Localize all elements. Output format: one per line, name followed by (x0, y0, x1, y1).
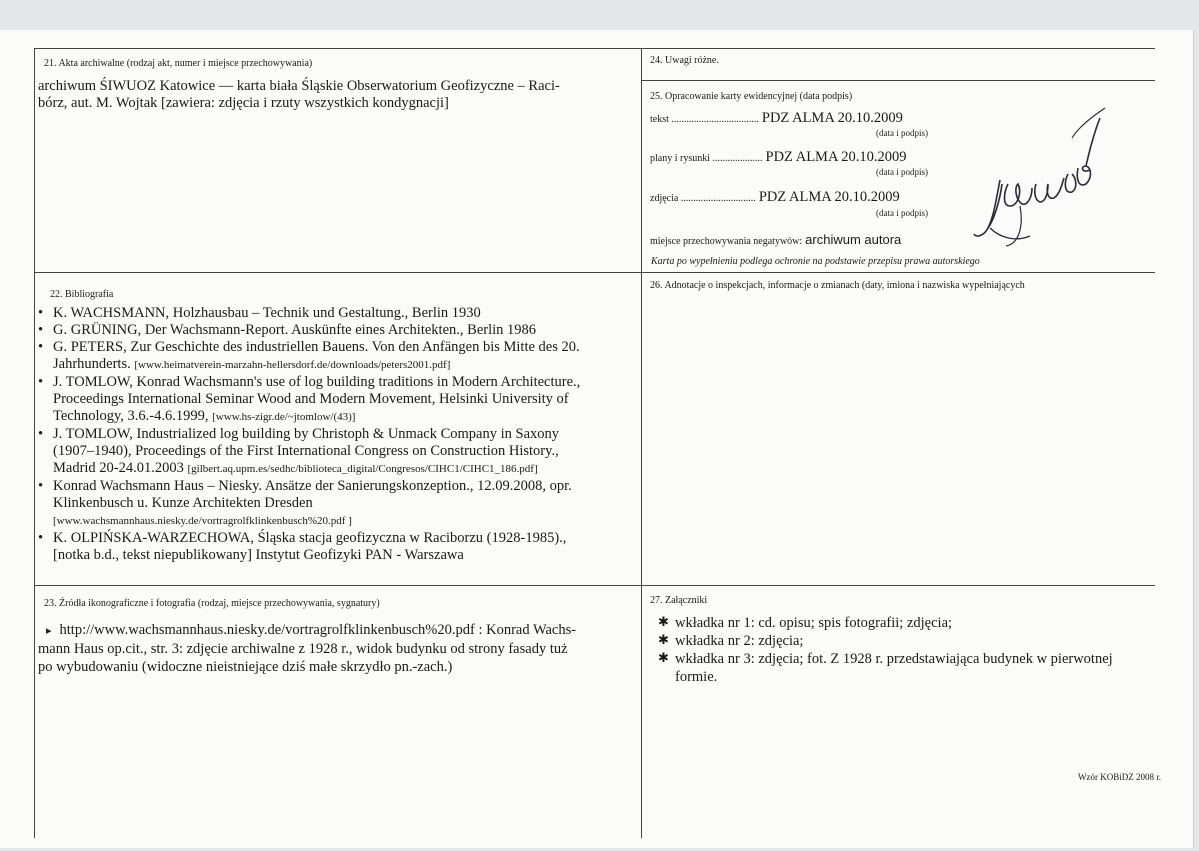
rule (34, 48, 1155, 49)
citation-text: Proceedings International Seminar Wood and Modern Movement, Helsinki University of (53, 391, 569, 407)
rule (34, 272, 1155, 273)
attachment-line: wkładka nr 2: zdjęcia; (675, 633, 804, 649)
attachment-line: wkładka nr 1: cd. opisu; spis fotografii; zdjęcia; (675, 615, 953, 631)
bibliography-list (38, 305, 638, 564)
bibliography-line (53, 374, 638, 391)
bibliography-line (53, 512, 638, 530)
bibliography-line (53, 460, 638, 478)
citation-text: Madrid 20-24.01.2003 (53, 460, 188, 476)
bibliography-line (53, 305, 638, 322)
field-note: (data i podpis) (876, 208, 928, 218)
section-24-heading: 24. Uwagi różne. (650, 55, 719, 66)
citation-text: K. WACHSMANN, Holzhausbau – Technik und Gestaltung., Berlin 1930 (53, 305, 481, 321)
citation-text: Technology, 3.6.-4.6.1999, (53, 408, 213, 424)
attachment-line: wkładka nr 3: zdjęcia; fot. Z 1928 r. przedstawiająca budynek w pierwotnej (675, 651, 1113, 667)
field-value: archiwum autora (805, 232, 902, 247)
rule (641, 48, 642, 838)
signature-image (960, 88, 1110, 248)
citation-url: [www.heimatverein-marzahn-hellersdorf.de/downloads/peters2001.pdf] (134, 359, 451, 371)
field-label: tekst ................................... (650, 114, 759, 125)
bibliography-line (53, 426, 638, 443)
field-label: miejsce przechowywania negatywów: (650, 236, 803, 247)
attachment-item (655, 650, 1175, 686)
citation-text: J. TOMLOW, Industrialized log building by Christoph & Unmack Company in Saxony (53, 426, 559, 442)
bibliography-line (53, 443, 638, 460)
bibliography-line (53, 547, 638, 564)
citation-url: [gilbert.aq.upm.es/sedhc/biblioteca_digital/Congresos/CIHC1/CIHC1_186.pdf] (187, 463, 538, 475)
bibliography-line (53, 530, 638, 547)
url-text: http://www.wachsmannhaus.niesky.de/vortragrolfklinkenbusch%20.pdf : Konrad Wachs- (59, 622, 577, 638)
citation-text: (1907–1940), Proceedings of the First International Congress on Construction History., (53, 443, 559, 459)
section-23-body (38, 621, 636, 676)
section-26-heading: 26. Adnotacje o inspekcjach, informacje o zmianach (daty, imiona i nazwiska wypełniających (650, 280, 1025, 291)
citation-text: G. GRÜNING, Der Wachsmann-Report. Auskünfte eines Architekten., Berlin 1986 (53, 322, 537, 338)
section-27-heading: 27. Załączniki (650, 595, 708, 606)
text-line: archiwum ŚIWUOZ Katowice — karta biała Śląskie Obserwatorium Geofizyczne – Raci- (38, 78, 560, 94)
field-tekst (650, 110, 903, 127)
attachment-item (655, 614, 1175, 632)
citation-text: J. TOMLOW, Konrad Wachsmann's use of log building traditions in Modern Architecture., (53, 374, 581, 390)
citation-url: [www.hs-zigr.de/~jtomlow/(43)] (212, 411, 356, 423)
bibliography-line (53, 408, 638, 426)
bibliography-item (38, 374, 638, 426)
citation-text: [notka b.d., tekst niepublikowany] Instytut Geofizyki PAN - Warszawa (53, 547, 464, 563)
field-label: plany i rysunki .................... (650, 153, 763, 164)
arrow-bullet-icon: ▸ (46, 625, 52, 637)
citation-text: Klinkenbusch u. Kunze Architekten Dresden (53, 495, 313, 511)
bibliography-line (53, 495, 638, 512)
rule (641, 80, 1155, 81)
citation-text: K. OLPIŃSKA-WARZECHOWA, Śląska stacja geofizyczna w Raciborzu (1928-1985)., (53, 530, 567, 546)
attachments-list (655, 614, 1175, 686)
bibliography-line (53, 322, 638, 339)
field-zdjecia (650, 189, 900, 206)
section-21-body (38, 78, 638, 112)
asterisk-icon: ✱ (658, 650, 669, 665)
attachment-item (655, 632, 1175, 650)
citation-text: Jahrhunderts. (53, 356, 135, 372)
text-line: mann Haus op.cit., str. 3: zdjęcie archiwalne z 1928 r., widok budynku od strony fasady tuż (38, 641, 568, 657)
section-23-heading: 23. Źródła ikonograficzne i fotografia (rodzaj, miejsce przechowywania, sygnatury) (44, 598, 380, 609)
bibliography-line (53, 478, 638, 495)
text-line (46, 621, 636, 640)
field-plany (650, 149, 907, 166)
field-value: PDZ ALMA 20.10.2009 (765, 149, 907, 165)
asterisk-icon: ✱ (658, 632, 669, 647)
field-value: PDZ ALMA 20.10.2009 (761, 110, 903, 126)
bibliography-item (38, 322, 638, 339)
section-25-heading: 25. Opracowanie karty ewidencyjnej (data podpis) (650, 91, 853, 102)
asterisk-icon: ✱ (658, 614, 669, 629)
bibliography-item (38, 478, 638, 530)
citation-text: Konrad Wachsmann Haus – Niesky. Ansätze der Sanierungskonzeption., 12.09.2008, opr. (53, 478, 572, 494)
rule (34, 48, 35, 838)
field-storage (650, 232, 901, 247)
text-line: bórz, aut. M. Wojtak [zawiera: zdjęcia i rzuty wszystkich kondygnacji] (38, 95, 449, 111)
attachment-line: formie. (675, 669, 718, 685)
text-line: po wybudowaniu (widoczne nieistniejące dziś małe skrzydło pn.-zach.) (38, 659, 453, 675)
form-sheet (0, 30, 1194, 848)
bibliography-line (53, 391, 638, 408)
bibliography-line (53, 339, 638, 356)
bibliography-line (53, 356, 638, 374)
section-22-heading: 22. Bibliografia (50, 289, 114, 300)
bibliography-item (38, 530, 638, 564)
field-note: (data i podpis) (876, 167, 928, 177)
bibliography-item (38, 305, 638, 322)
section-21-heading: 21. Akta archiwalne (rodzaj akt, numer i miejsce przechowywania) (44, 58, 313, 69)
field-value: PDZ ALMA 20.10.2009 (758, 189, 900, 205)
bibliography-item (38, 339, 638, 374)
citation-text: G. PETERS, Zur Geschichte des industriellen Bauens. Von den Anfängen bis Mitte des 20. (53, 339, 580, 355)
copyright-note: Karta po wypełnieniu podlega ochronie na podstawie przepisu prawa autorskiego (651, 256, 980, 267)
rule (34, 585, 1155, 586)
field-label: zdjęcia .............................. (650, 193, 756, 204)
bibliography-item (38, 426, 638, 478)
form-template-label: Wzór KOBiDZ 2008 r. (1078, 772, 1161, 782)
citation-url: [www.wachsmannhaus.niesky.de/vortragrolfklinkenbusch%20.pdf ] (53, 515, 352, 527)
field-note: (data i podpis) (876, 128, 928, 138)
